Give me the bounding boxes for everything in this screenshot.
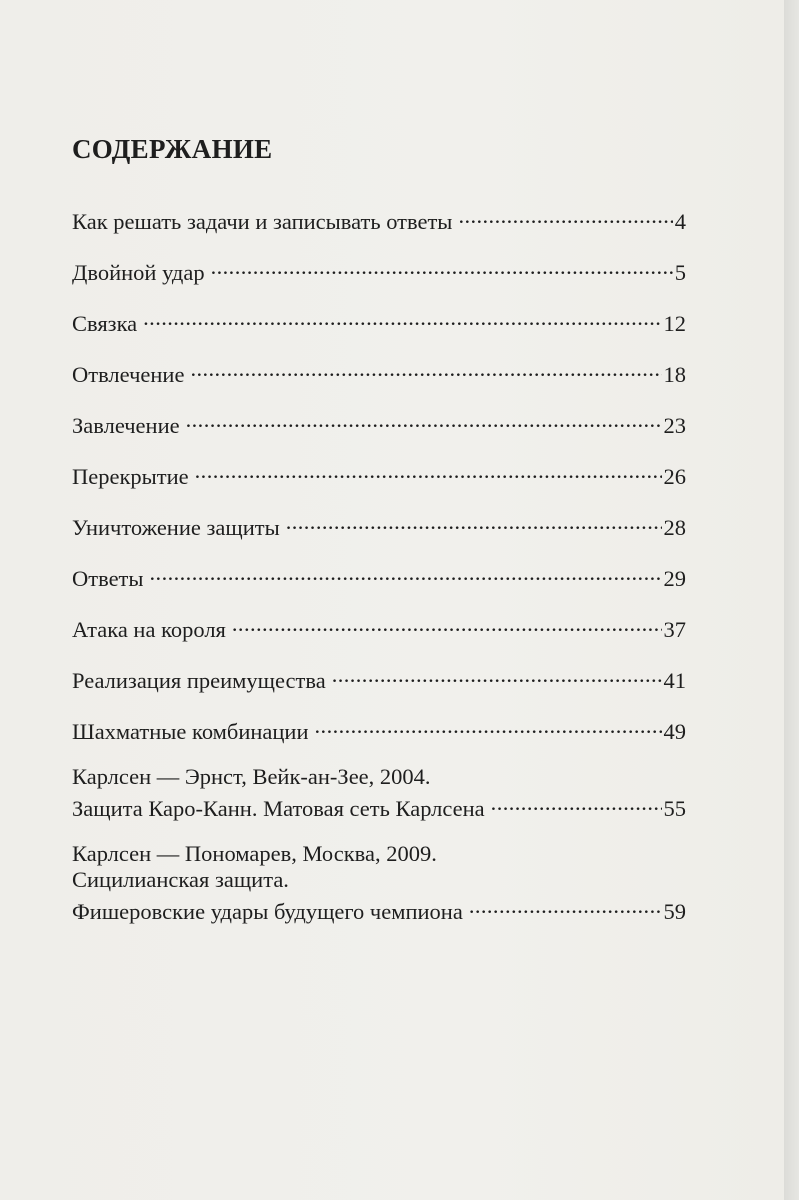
toc-entry [72, 713, 686, 744]
toc-entry [72, 458, 686, 489]
toc-entry-title: Связка [72, 311, 138, 336]
dot-leader [232, 611, 662, 637]
toc-entry-row [72, 662, 686, 693]
toc-entry-page-number: 23 [663, 413, 686, 438]
toc-entry-title: Завлечение [72, 413, 180, 438]
toc-entry-title: Защита Каро-Канн. Матовая сеть Карлсена [72, 796, 485, 821]
contents-heading: СОДЕРЖАНИЕ [72, 134, 273, 164]
toc-entry-row [72, 611, 686, 642]
toc-entry [72, 662, 686, 693]
table-of-contents [72, 203, 686, 944]
toc-entry-title: Как решать задачи и записывать ответы [72, 209, 453, 234]
dot-leader [150, 560, 662, 586]
toc-entry-row [72, 713, 686, 744]
toc-entry-page-number: 26 [663, 464, 686, 489]
toc-entry-subtitle: Сицилианская защита. [72, 867, 289, 892]
toc-entry-page-number: 18 [663, 362, 686, 387]
toc-entry-title: Уничтожение защиты [72, 515, 280, 540]
dot-leader [143, 305, 661, 331]
toc-entry-row [72, 203, 686, 234]
toc-entry-page-number: 4 [674, 209, 686, 234]
toc-entry [72, 203, 686, 234]
toc-entry [72, 764, 686, 821]
toc-entry-page-number: 49 [663, 719, 686, 744]
toc-entry-page-number: 55 [663, 796, 686, 821]
toc-entry-page-number: 29 [663, 566, 686, 591]
toc-entry-page-number: 5 [674, 260, 686, 285]
toc-entry-title: Фишеровские удары будущего чемпиона [72, 899, 463, 924]
toc-entry [72, 509, 686, 540]
toc-entry-subtitle: Карлсен — Пономарев, Москва, 2009. [72, 841, 437, 866]
toc-entry-row [72, 407, 686, 438]
toc-entry-page-number: 28 [663, 515, 686, 540]
toc-entry [72, 305, 686, 336]
toc-entry-page-number: 12 [663, 311, 686, 336]
dot-leader [286, 509, 662, 535]
dot-leader [491, 790, 662, 816]
dot-leader [186, 407, 662, 433]
toc-entry-title: Шахматные комбинации [72, 719, 309, 744]
toc-entry-title: Перекрытие [72, 464, 189, 489]
toc-entry-page-number: 41 [663, 668, 686, 693]
toc-entry-title: Атака на короля [72, 617, 226, 642]
dot-leader [458, 203, 672, 229]
toc-entry-row [72, 560, 686, 591]
toc-entry-title: Отвлечение [72, 362, 185, 387]
toc-entry-title: Двойной удар [72, 260, 205, 285]
dot-leader [211, 254, 673, 280]
toc-entry [72, 407, 686, 438]
page-edge [784, 0, 799, 1200]
dot-leader [469, 893, 662, 919]
dot-leader [195, 458, 662, 484]
toc-entry-page-number: 37 [663, 617, 686, 642]
toc-entry-page-number: 59 [663, 899, 686, 924]
toc-entry-row [72, 254, 686, 285]
toc-entry-row [72, 458, 686, 489]
toc-entry [72, 611, 686, 642]
toc-entry-subtitle: Карлсен — Эрнст, Вейк-ан-Зее, 2004. [72, 764, 431, 789]
toc-entry-row [72, 305, 686, 336]
toc-entry-title: Реализация преимущества [72, 668, 326, 693]
toc-entry [72, 254, 686, 285]
dot-leader [315, 713, 662, 739]
toc-entry [72, 356, 686, 387]
toc-entry-title: Ответы [72, 566, 144, 591]
dot-leader [332, 662, 662, 688]
toc-entry [72, 560, 686, 591]
toc-entry-row [72, 893, 686, 924]
toc-entry [72, 841, 686, 924]
toc-entry-row [72, 356, 686, 387]
toc-entry-row [72, 509, 686, 540]
toc-entry-row [72, 790, 686, 821]
dot-leader [190, 356, 661, 382]
